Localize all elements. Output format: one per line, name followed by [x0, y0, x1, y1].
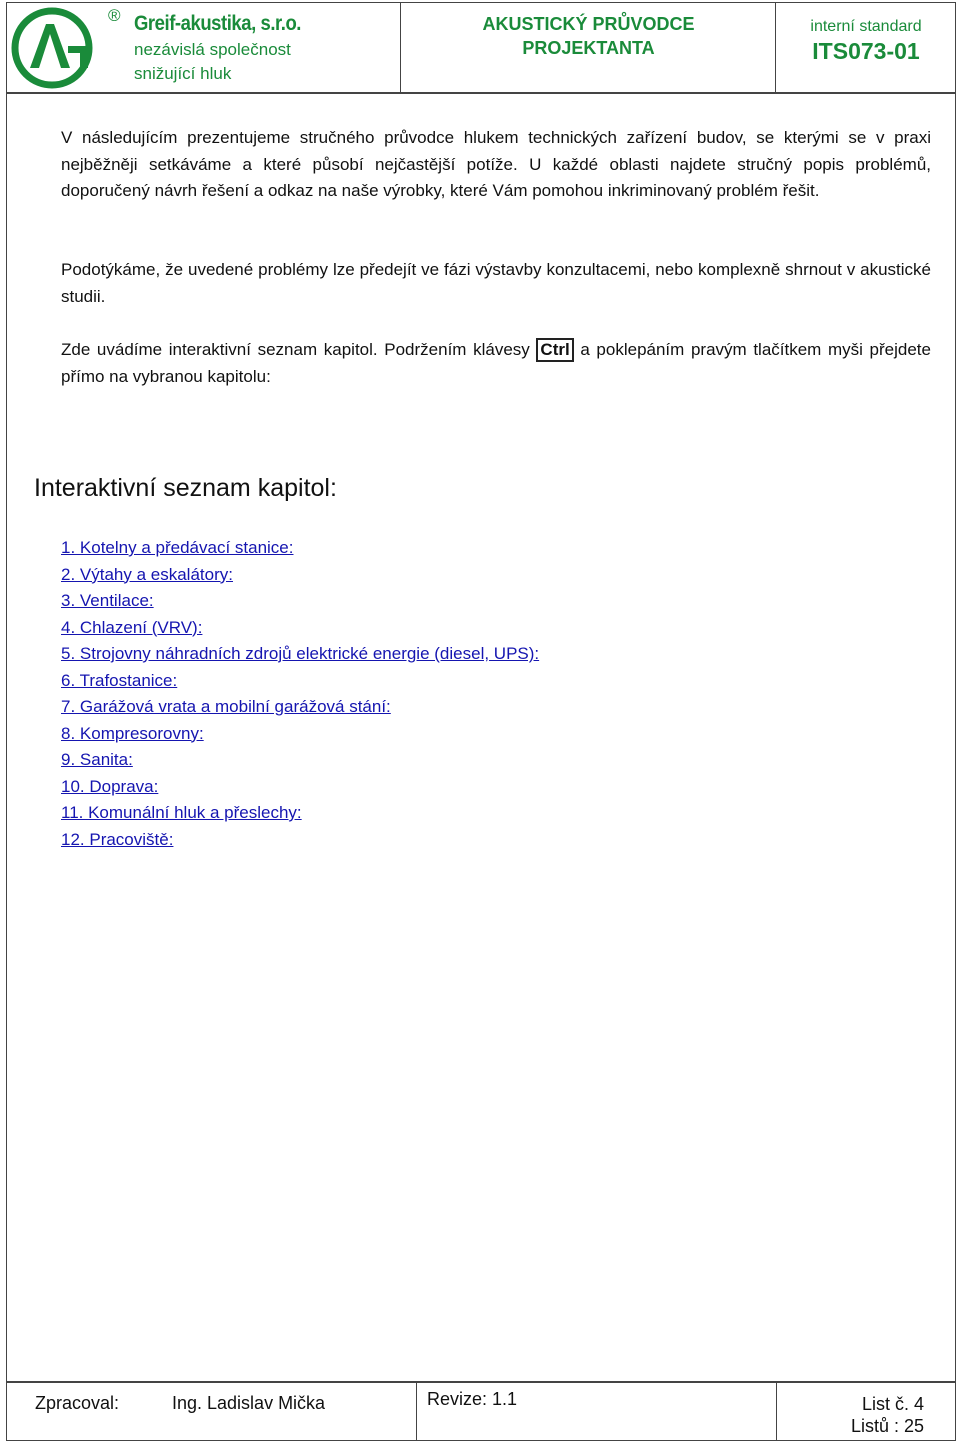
toc-link-kotelny[interactable]: 1. Kotelny a předávací stanice: [61, 538, 294, 557]
toc-item [61, 535, 539, 562]
toc-heading: Interaktivní seznam kapitol: [34, 474, 337, 502]
toc-item [61, 588, 539, 615]
toc-link-strojovny[interactable]: 5. Strojovny náhradních zdrojů elektrické energie (diesel, UPS): [61, 644, 540, 663]
sheet-info [851, 1393, 924, 1437]
greif-akustika-logo-icon [10, 6, 94, 90]
company-name: Greif-akustika, s.r.o. [134, 12, 301, 35]
toc-link-pracoviste[interactable]: 12. Pracoviště: [61, 829, 174, 849]
standard-code: ITS073-01 [812, 38, 920, 64]
company-tagline-line1: nezávislá společnost [134, 40, 291, 59]
intro-paragraph-1: V následujícím prezentujeme stručného průvodce hlukem technických zařízení budov, se kterými se v praxi nejběžněji setkáváme a které působí nejčastější potíže. U každé oblasti najdete stručný popis problémů, doporučený návrh řešení a odkaz na naše výrobky, které Vám pomohou inkriminovaný problém řešit. [61, 128, 931, 200]
revision-label: Revize: 1.1 [427, 1389, 518, 1409]
toc-link-chlazeni[interactable]: 4. Chlazení (VRV): [61, 617, 203, 637]
prepared-by-label: Zpracoval: [35, 1393, 120, 1413]
company-tagline-line2: snižující hluk [134, 64, 232, 83]
toc-list [61, 535, 539, 853]
header-standard-cell [776, 2, 956, 92]
toc-item [61, 668, 539, 695]
document-header [6, 2, 956, 94]
toc-link-trafostanice[interactable]: 6. Trafostanice: [61, 670, 178, 690]
intro-paragraph-2: Podotýkáme, že uvedené problémy lze předejít ve fázi výstavby konzultacemi, nebo komplexně shrnout v akustické studii. [61, 260, 931, 306]
sheet-number: List č. 4 [861, 1394, 924, 1414]
toc-item [61, 721, 539, 748]
toc-link-komunalni-hluk[interactable]: 11. Komunální hluk a přeslechy: [61, 803, 302, 822]
toc-item [61, 641, 539, 668]
prepared-by-name: Ing. Ladislav Mička [172, 1393, 326, 1413]
toc-link-ventilace[interactable]: 3. Ventilace: [61, 591, 154, 610]
toc-item [61, 562, 539, 589]
intro-paragraph-3 [61, 337, 931, 390]
document-title-line1: AKUSTICKÝ PRŮVODCE [482, 14, 695, 34]
toc-item [61, 747, 539, 774]
ctrl-key-badge: Ctrl [536, 338, 573, 362]
toc-item [61, 800, 539, 827]
standard-label: interní standard [810, 18, 922, 35]
para3-text-after: a poklepáním pravým tlačítkem myši přejdete přímo na vybranou kapitolu: [61, 340, 931, 386]
registered-mark: ® [108, 6, 121, 25]
toc-item [61, 827, 539, 854]
toc-link-vytahy[interactable]: 2. Výtahy a eskalátory: [61, 564, 233, 584]
toc-item [61, 694, 539, 721]
toc-link-garazova-vrata[interactable]: 7. Garážová vrata a mobilní garážová stání: [61, 697, 391, 716]
toc-link-doprava[interactable]: 10. Doprava: [61, 776, 159, 796]
footer-divider [416, 1383, 417, 1441]
document-footer [6, 1381, 956, 1441]
sheets-total: Listů : 25 [850, 1416, 924, 1436]
toc-link-sanita[interactable]: 9. Sanita: [61, 750, 133, 769]
toc-link-kompresorovny[interactable]: 8. Kompresorovny: [61, 723, 204, 743]
header-title-cell [401, 2, 776, 92]
document-title-line2: PROJEKTANTA [522, 38, 655, 58]
header-company-cell [6, 2, 401, 92]
toc-item [61, 774, 539, 801]
toc-item [61, 615, 539, 642]
footer-divider [776, 1383, 777, 1441]
para3-text-before: Zde uvádíme interaktivní seznam kapitol. Podržením klávesy [61, 340, 530, 359]
